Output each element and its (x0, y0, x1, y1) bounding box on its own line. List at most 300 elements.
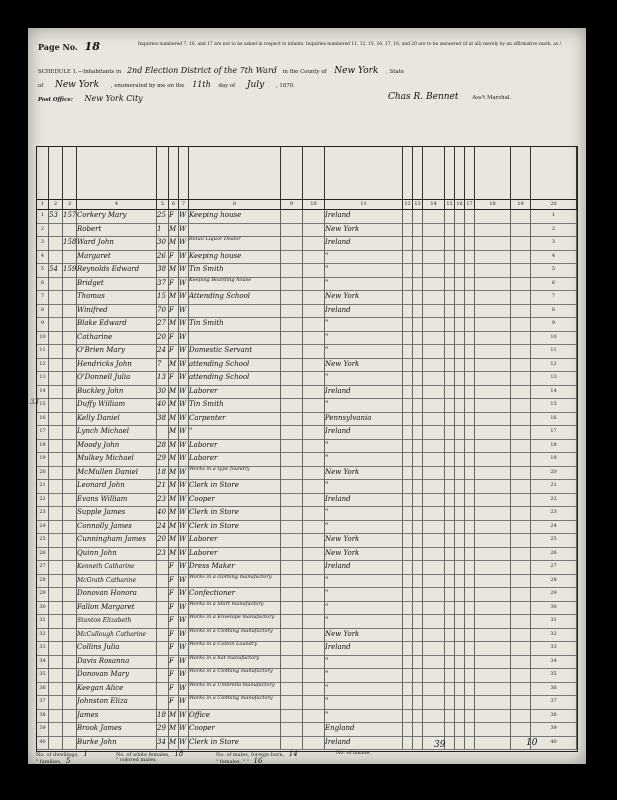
table-cell (475, 209, 511, 223)
table-cell (49, 506, 63, 520)
table-cell (511, 452, 531, 466)
table-cell (189, 304, 281, 318)
table-cell (511, 209, 531, 223)
table-cell (63, 641, 77, 655)
table-cell: 5 (531, 263, 577, 277)
table-cell: F (169, 695, 179, 709)
column-number: 15 (445, 199, 455, 210)
table-cell: 37 (531, 695, 577, 709)
table-cell (475, 574, 511, 588)
table-cell (413, 223, 423, 237)
table-cell: 20 (37, 466, 49, 480)
dwellings-label: No. of dwellings, (36, 752, 79, 758)
table-cell: W (179, 209, 189, 223)
table-cell (281, 614, 303, 628)
table-cell: Connolly James (77, 520, 157, 534)
table-row (37, 331, 577, 346)
table-cell (413, 412, 423, 426)
table-cell: " (325, 614, 403, 628)
table-cell: 15 (531, 398, 577, 412)
table-cell: " (325, 520, 403, 534)
table-cell (511, 601, 531, 615)
table-cell (413, 533, 423, 547)
table-cell (49, 601, 63, 615)
table-cell: Works in a Umbrella manufactory (189, 682, 281, 696)
table-cell: 31 (531, 614, 577, 628)
table-cell (423, 493, 445, 507)
table-cell (465, 722, 475, 736)
table-cell: W (179, 695, 189, 709)
table-cell (413, 236, 423, 250)
table-cell: " (325, 398, 403, 412)
table-cell (445, 290, 455, 304)
table-cell: 29 (157, 452, 169, 466)
table-cell (49, 250, 63, 264)
table-cell (445, 614, 455, 628)
table-row (37, 479, 577, 494)
table-cell: 19 (37, 452, 49, 466)
table-cell (63, 722, 77, 736)
table-cell: New York (325, 290, 403, 304)
table-cell: " (325, 277, 403, 291)
table-cell (403, 668, 413, 682)
table-cell: 2 (531, 223, 577, 237)
table-cell: 39 (531, 722, 577, 736)
table-cell (475, 722, 511, 736)
table-cell (49, 425, 63, 439)
table-cell: 40 (157, 506, 169, 520)
table-cell (303, 358, 325, 372)
table-cell (403, 317, 413, 331)
table-cell (403, 736, 413, 750)
table-row (37, 614, 577, 629)
table-cell (475, 641, 511, 655)
table-cell: Laborer (189, 533, 281, 547)
table-cell (511, 668, 531, 682)
table-cell: 12 (37, 358, 49, 372)
table-cell (403, 209, 413, 223)
table-cell (413, 560, 423, 574)
table-cell (511, 223, 531, 237)
table-cell: 1 (157, 223, 169, 237)
column-header-19 (511, 147, 531, 199)
table-cell: M (169, 439, 179, 453)
table-cell: 6 (531, 277, 577, 291)
table-cell (303, 641, 325, 655)
table-cell (445, 398, 455, 412)
table-cell: 35 (37, 668, 49, 682)
table-cell (455, 466, 465, 480)
table-row (37, 277, 577, 292)
table-cell (63, 520, 77, 534)
table-cell (423, 614, 445, 628)
table-cell (303, 223, 325, 237)
table-cell: " (325, 250, 403, 264)
table-cell (281, 331, 303, 345)
table-cell (281, 560, 303, 574)
table-cell: 13 (37, 371, 49, 385)
table-cell (455, 277, 465, 291)
table-cell: 25 (37, 533, 49, 547)
table-cell: Johnston Eliza (77, 695, 157, 709)
table-cell (455, 304, 465, 318)
table-cell: Cooper (189, 493, 281, 507)
table-cell: 17 (531, 425, 577, 439)
table-cell (303, 655, 325, 669)
column-number: 3 (63, 199, 77, 210)
table-cell (303, 250, 325, 264)
table-cell (413, 601, 423, 615)
table-cell (511, 628, 531, 642)
table-cell (63, 587, 77, 601)
table-cell (403, 601, 413, 615)
table-cell (403, 263, 413, 277)
table-cell: F (169, 601, 179, 615)
table-cell (475, 479, 511, 493)
table-cell: " (325, 331, 403, 345)
table-cell (475, 250, 511, 264)
table-cell (455, 709, 465, 723)
table-row (37, 412, 577, 427)
table-cell (403, 358, 413, 372)
table-cell (445, 425, 455, 439)
table-cell: " (325, 344, 403, 358)
table-cell: W (179, 439, 189, 453)
table-row (37, 641, 577, 656)
table-cell: Keegan Alice (77, 682, 157, 696)
table-cell (413, 371, 423, 385)
table-cell: Retail Liquor Dealer (189, 236, 281, 250)
table-cell (455, 452, 465, 466)
table-cell (465, 412, 475, 426)
table-cell (303, 614, 325, 628)
table-cell (455, 425, 465, 439)
table-cell: 158 (63, 236, 77, 250)
table-cell (303, 560, 325, 574)
column-number: 4 (77, 199, 157, 210)
table-cell: Tin Smith (189, 398, 281, 412)
table-cell: W (179, 277, 189, 291)
table-cell (455, 668, 465, 682)
table-cell: " (325, 371, 403, 385)
table-cell (49, 628, 63, 642)
table-cell (511, 412, 531, 426)
table-cell: F (169, 371, 179, 385)
table-cell (413, 641, 423, 655)
table-cell: " (325, 668, 403, 682)
table-cell: New York (325, 223, 403, 237)
table-cell: W (179, 709, 189, 723)
table-cell: W (179, 479, 189, 493)
table-cell: F (169, 331, 179, 345)
table-cell (63, 331, 77, 345)
table-cell: F (169, 209, 179, 223)
table-cell (281, 547, 303, 561)
table-cell (403, 560, 413, 574)
table-cell (403, 236, 413, 250)
table-cell (281, 736, 303, 750)
table-cell (465, 736, 475, 750)
table-row (37, 236, 577, 251)
post-office-value: New York City (84, 94, 143, 103)
table-row (37, 317, 577, 332)
table-cell: M (169, 290, 179, 304)
table-cell: 16 (37, 412, 49, 426)
table-cell (63, 560, 77, 574)
table-cell (281, 574, 303, 588)
column-number: 9 (281, 199, 303, 210)
table-cell: W (179, 263, 189, 277)
table-cell (511, 439, 531, 453)
table-cell (49, 398, 63, 412)
column-number: 11 (325, 199, 403, 210)
table-cell: Ireland (325, 236, 403, 250)
table-cell: 26 (37, 547, 49, 561)
table-cell: W (179, 668, 189, 682)
table-cell: McGrath Catharine (77, 574, 157, 588)
table-cell: F (169, 587, 179, 601)
table-cell (511, 250, 531, 264)
table-cell (303, 587, 325, 601)
table-cell (445, 655, 455, 669)
table-cell (157, 655, 169, 669)
table-cell (49, 560, 63, 574)
table-cell (465, 547, 475, 561)
marshal-line (388, 92, 511, 102)
table-cell (423, 628, 445, 642)
table-cell (455, 223, 465, 237)
table-cell (63, 655, 77, 669)
table-cell: Clerk in Store (189, 506, 281, 520)
table-cell (63, 290, 77, 304)
table-cell (413, 493, 423, 507)
column-number: 12 (403, 199, 413, 210)
table-cell: " (325, 601, 403, 615)
table-cell: 11 (37, 344, 49, 358)
table-cell: 8 (531, 304, 577, 318)
table-cell: M (169, 709, 179, 723)
table-cell: 28 (157, 439, 169, 453)
table-cell: Burke John (77, 736, 157, 750)
table-cell (49, 520, 63, 534)
table-cell (423, 304, 445, 318)
table-cell (63, 277, 77, 291)
table-cell (303, 601, 325, 615)
tally2-value: 10 (526, 738, 538, 748)
table-cell: W (179, 520, 189, 534)
table-cell: 24 (531, 520, 577, 534)
table-cell: 36 (531, 682, 577, 696)
table-cell (465, 277, 475, 291)
table-cell: 28 (531, 574, 577, 588)
table-cell: Laborer (189, 439, 281, 453)
table-cell (475, 344, 511, 358)
table-cell: 27 (157, 317, 169, 331)
table-cell: Supple James (77, 506, 157, 520)
table-cell (413, 344, 423, 358)
table-row (37, 398, 577, 413)
table-row (37, 425, 577, 440)
table-cell (455, 547, 465, 561)
table-cell (475, 655, 511, 669)
table-cell: Ireland (325, 736, 403, 750)
table-cell (49, 668, 63, 682)
table-cell (281, 493, 303, 507)
table-cell (49, 574, 63, 588)
table-cell (423, 547, 445, 561)
table-cell: Davis Rosanna (77, 655, 157, 669)
table-cell (445, 479, 455, 493)
table-cell: 18 (157, 466, 169, 480)
table-cell (423, 587, 445, 601)
table-cell: M (169, 466, 179, 480)
table-cell (465, 358, 475, 372)
table-cell: Stanton Elizabeth (77, 614, 157, 628)
table-cell (455, 358, 465, 372)
page-number-label (38, 40, 100, 53)
table-cell (445, 574, 455, 588)
table-cell: M (169, 412, 179, 426)
table-cell: 4 (531, 250, 577, 264)
table-cell (49, 587, 63, 601)
table-cell (49, 223, 63, 237)
table-cell (475, 668, 511, 682)
year-label: , 1870. (275, 83, 295, 89)
table-cell (455, 385, 465, 399)
table-cell (445, 506, 455, 520)
table-cell: " (325, 574, 403, 588)
table-cell (455, 479, 465, 493)
table-row (37, 250, 577, 265)
table-cell (281, 290, 303, 304)
table-cell (281, 263, 303, 277)
table-cell (281, 479, 303, 493)
table-cell: Ireland (325, 304, 403, 318)
table-cell (303, 736, 325, 750)
table-cell (455, 520, 465, 534)
table-cell (281, 506, 303, 520)
table-cell (281, 412, 303, 426)
table-cell (281, 452, 303, 466)
table-cell: 34 (531, 655, 577, 669)
table-cell: 7 (37, 290, 49, 304)
table-cell (475, 628, 511, 642)
table-cell (475, 547, 511, 561)
table-cell: W (179, 250, 189, 264)
table-cell (157, 425, 169, 439)
table-cell (157, 614, 169, 628)
table-cell (303, 493, 325, 507)
table-cell (157, 668, 169, 682)
table-cell (403, 398, 413, 412)
table-cell (445, 736, 455, 750)
table-cell (63, 533, 77, 547)
enumerated-label: , enumerated by me on the (110, 83, 185, 89)
table-cell: 24 (37, 520, 49, 534)
table-row (37, 506, 577, 521)
table-cell (303, 209, 325, 223)
table-cell (413, 304, 423, 318)
table-cell (423, 250, 445, 264)
table-cell (189, 331, 281, 345)
table-cell (281, 250, 303, 264)
table-row (37, 358, 577, 373)
females-foreign-value: 16 (253, 757, 263, 765)
table-cell: W (179, 385, 189, 399)
table-row (37, 290, 577, 305)
table-cell (445, 587, 455, 601)
table-cell: M (169, 493, 179, 507)
table-cell (475, 304, 511, 318)
table-cell: W (179, 506, 189, 520)
table-cell (49, 385, 63, 399)
column-header-3 (63, 147, 77, 199)
table-cell (465, 493, 475, 507)
table-cell: Office (189, 709, 281, 723)
table-cell (403, 223, 413, 237)
table-cell: 30 (37, 601, 49, 615)
table-cell (403, 587, 413, 601)
table-cell (455, 250, 465, 264)
table-cell (511, 466, 531, 480)
table-cell: M (169, 358, 179, 372)
table-row (37, 722, 577, 737)
table-cell: F (169, 655, 179, 669)
table-cell (63, 574, 77, 588)
table-cell: Ireland (325, 209, 403, 223)
table-cell (49, 290, 63, 304)
table-cell: New York (325, 358, 403, 372)
table-cell (465, 209, 475, 223)
table-cell: W (179, 466, 189, 480)
table-cell: F (169, 641, 179, 655)
table-cell (157, 560, 169, 574)
table-cell: 29 (157, 722, 169, 736)
table-cell: 16 (531, 412, 577, 426)
table-cell: Buckley John (77, 385, 157, 399)
table-row (37, 655, 577, 670)
table-cell: Kelly Daniel (77, 412, 157, 426)
table-cell (303, 479, 325, 493)
table-cell (303, 344, 325, 358)
table-cell (423, 695, 445, 709)
table-cell (49, 695, 63, 709)
table-cell: F (169, 277, 179, 291)
table-cell: 37 (157, 277, 169, 291)
table-cell: 3 (531, 236, 577, 250)
table-cell: " (325, 439, 403, 453)
table-cell (445, 317, 455, 331)
table-cell (475, 412, 511, 426)
table-cell (281, 722, 303, 736)
marshal-signature: Chas R. Bennet (388, 92, 459, 102)
column-header-11 (325, 147, 403, 199)
table-cell (281, 209, 303, 223)
table-cell: Reynolds Edward (77, 263, 157, 277)
table-cell (423, 385, 445, 399)
table-cell (475, 331, 511, 345)
column-header-4 (77, 147, 157, 199)
table-cell: Ireland (325, 385, 403, 399)
table-cell: Tin Smith (189, 317, 281, 331)
column-number: 18 (475, 199, 511, 210)
table-cell (63, 668, 77, 682)
table-cell: Works in a Cotton Laundry (189, 641, 281, 655)
table-cell: Brook James (77, 722, 157, 736)
column-header-9 (281, 147, 303, 199)
table-cell: Duffy William (77, 398, 157, 412)
table-cell: 6 (37, 277, 49, 291)
